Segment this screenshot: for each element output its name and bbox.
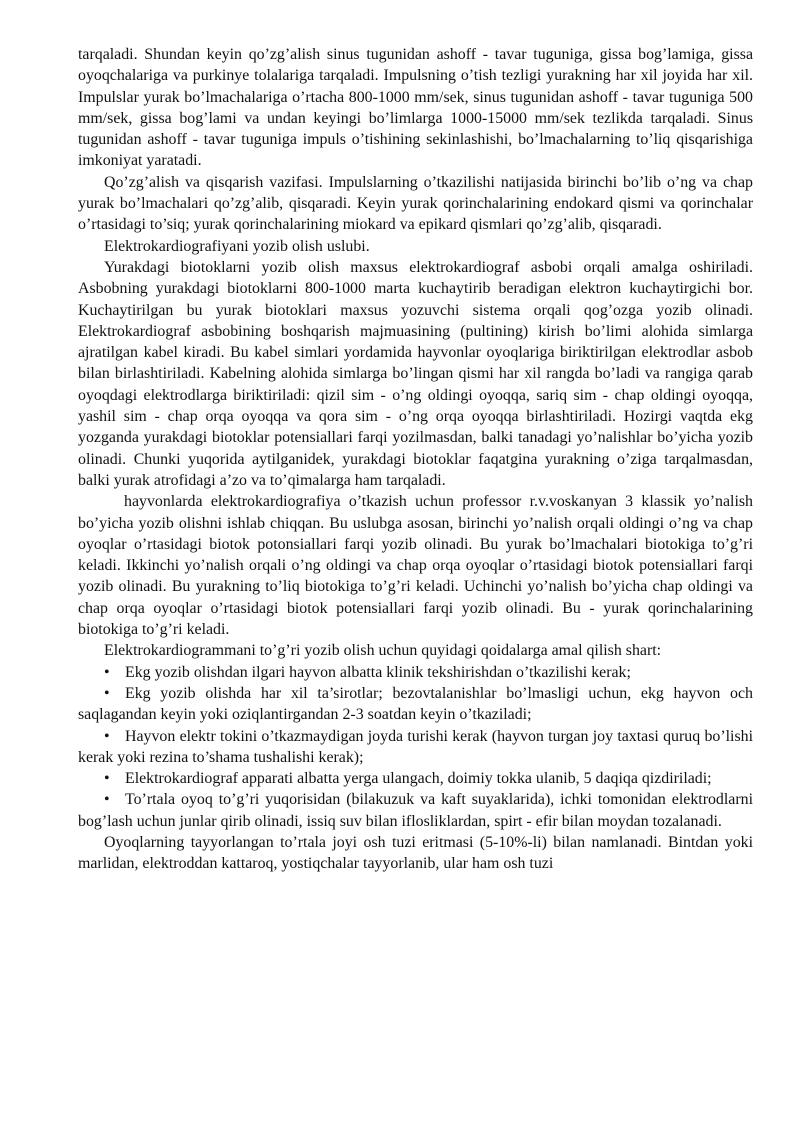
bullet-icon: • [104,770,110,788]
list-item [78,726,753,769]
bullet-icon: • [104,684,110,702]
paragraph-6: Elektrokardiogrammani to’g’ri yozib olish uchun quyidagi qoidalarga amal qilish shart: [104,642,662,660]
paragraph-2: Qo’zg’alish va qisqarish vazifasi. Impulslarning o’tkazilishi natijasida birinchi bo’lib o’ng va chap yurak bo’lmachalari qo’zg’alib, qisqaradi. Keyin yurak qorinchalarining endokard qismi va qorinchalar o’rtasidagi to’siq; yurak qorinchalarining miokard va epikard qismlari qo’zg’alib, qisqaradi. [78,173,753,234]
paragraph-4: Yurakdagi biotoklarni yozib olish maxsus elektrokardiograf asbobi orqali amalga oshiriladi. Asbobning yurakdagi biotoklarni 800-1000 marta kuchaytirib beradigan elektron kuchaytirgichi bor. Kuchaytirilgan bu yurak biotoklari maxsus yozuvchi sistema orqali qog’ozga yozib olinadi. Elektrokardiograf asbobining boshqarish majmuasining (pultining) kirish bo’limi alohida simlarga ajratilgan kabel kiradi. Bu kabel simlari yordamida hayvonlar oyoqlariga biriktirilgan elektrodlar asbob bilan birlashtiriladi. Kabelning alohida simlarga bo’lingan qismi har xil rangda bo’ladi va rangiga qarab oyoqdagi elektrodlarga biriktiriladi: qizil sim - o’ng oldingi oyoqqa, sariq sim - chap oldingi oyoqqa, yashil sim - chap orqa oyoqqa va qora sim - o’ng orqa oyoqqa birlashtiriladi. Hozirgi vaqtda ekg yozganda yurakdagi biotoklar potensiallari farqi yozilmasdan, balki tanadagi yo’nalishlar bo’yicha yozib olinadi. Chunki yuqorida aytilganidek, yurakdagi biotoklar faqatgina yurakning o’ziga tarqalmasdan, balki yurak atrofidagi a’zo va to’qimalarga ham tarqaladi. [78,258,753,489]
list-item [78,683,753,726]
list-item [78,768,753,789]
bullet-icon: • [104,663,110,681]
document-page [78,44,753,875]
section-heading: Elektrokardiografiyani yozib olish uslubi. [104,237,370,255]
list-item-text: Elektrokardiograf apparati albatta yerga ulangach, doimiy tokka ulanib, 5 daqiqa qizdiriladi; [125,770,712,788]
bullet-icon: • [104,791,110,809]
list-item [78,789,753,832]
bullet-icon: • [104,727,110,745]
paragraph-5: hayvonlarda elektrokardiografiya o’tkazish uchun professor r.v.voskanyan 3 klassik yo’nalish bo’yicha yozib olishni ishlab chiqqan. Bu uslubga asosan, birinchi yo’nalish orqali oldingi o’ng va chap oyoqlar o’rtasidagi biotok potonsiallari farqi yozib olinadi. Bu yurak bo’lmachalari biotokiga to’g’ri keladi. Ikkinchi yo’nalish orqali o’ng oldingi va chap orqa oyoqlar o’rtasidagi biotok potensiallari farqi yozib olinadi. Bu yurakning to’liq biotokiga to’g’ri keladi. Uchinchi yo’nalish bo’yicha chap oldingi va chap orqa oyoqlar o’rtasidagi biotok potensiallari farqi yozib olinadi. Bu - yurak qorinchalarining biotokiga to’g’ri keladi. [78,493,753,639]
list-item-text: Ekg yozib olishda har xil ta’sirotlar; bezovtalanishlar bo’lmasligi uchun, ekg hayvon och saqlagandan keyin yoki oziqlantirgandan 2-3 soatdan keyin o’tkaziladi; [78,684,753,724]
list-item-text: Ekg yozib olishdan ilgari hayvon albatta klinik tekshirishdan o’tkazilishi kerak; [125,663,631,681]
list-item-text: Hayvon elektr tokini o’tkazmaydigan joyda turishi kerak (hayvon turgan joy taxtasi quruq bo’lishi kerak yoki rezina to’shama tushalishi kerak); [78,727,753,766]
list-item-text: To’rtala oyoq to’g’ri yuqorisidan (bilakuzuk va kaft suyaklarida), ichki tomonidan elektrodlarni bog’lash uchun junlar qirib olinadi, issiq suv bilan iflosliklardan, spirt - efir bilan moydan tozalanadi. [78,791,753,830]
paragraph-7: Oyoqlarning tayyorlangan to’rtala joyi osh tuzi eritmasi (5-10%-li) bilan namlanadi. Bintdan yoki marlidan, elektroddan kattaroq, yostiqchalar tayyorlanib, ular ham osh tuzi [78,833,753,873]
list-item [78,662,753,683]
paragraph-1: tarqaladi. Shundan keyin qo’zg’alish sinus tugunidan ashoff - tavar tuguniga, gissa bog’lamiga, gissa oyoqchalariga va purkinye tolalariga tarqaladi. Impulsning o’tish tezligi yurakning har xil joyida har xil. Impulslar yurak bo’lmachalariga o’rtacha 800-1000 mm/sek, sinus tugunidan ashoff - tavar tuguniga 500 mm/sek, gissa bog’lami va undan keyingi bo’limlarga 1000-15000 mm/sek tezlikda tarqaladi. Sinus tugunidan ashoff - tavar tuguniga impuls o’tishining sekinlashishi, bo’lmachalarning to’liq qisqarishiga imkoniyat yaratadi. [78,46,753,170]
